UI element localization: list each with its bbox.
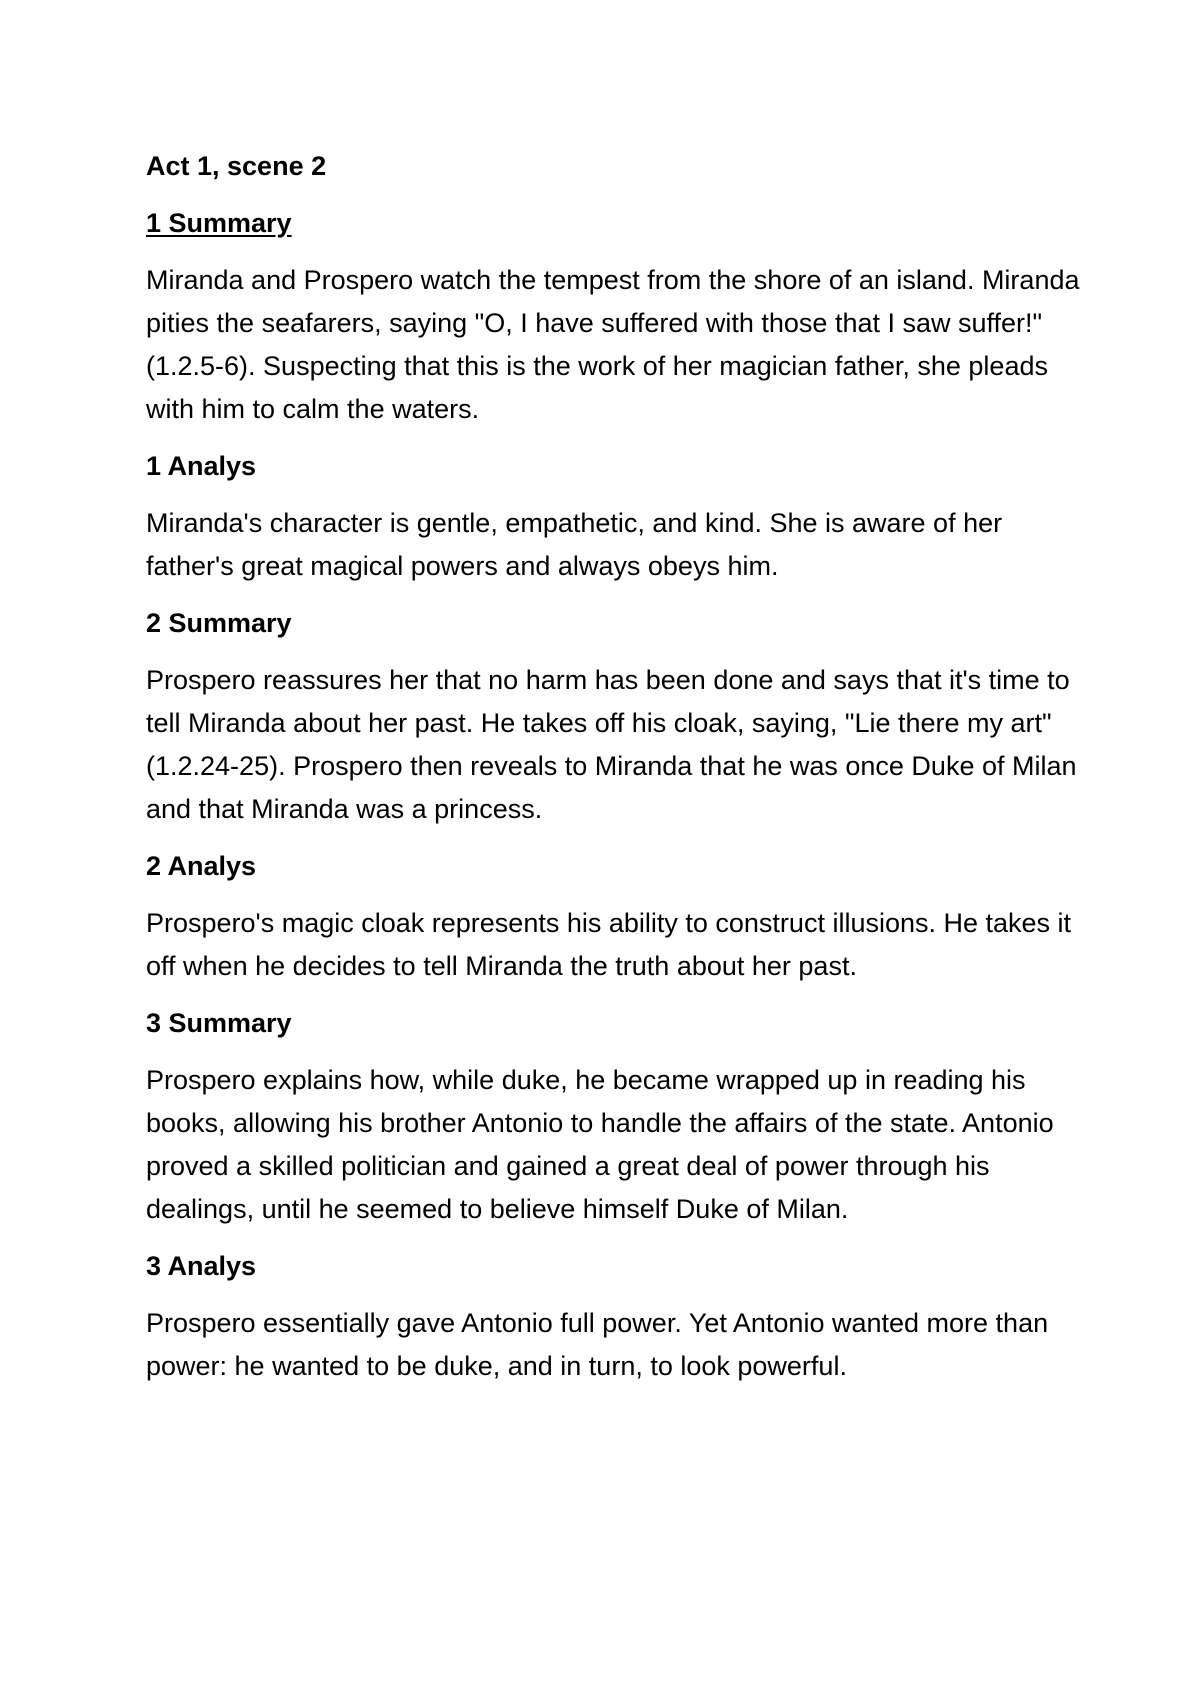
section-text-1-analys: Miranda's character is gentle, empathetic, and kind. She is aware of her father's great magical powers and always obeys him. xyxy=(146,508,1003,581)
section-text-1-summary: Miranda and Prospero watch the tempest from the shore of an island. Miranda pities the seafarers, saying "O, I have suffered with those that I saw suffer!" (1.2.5-6). Suspecting that this is the work of her magician father, she pleads with him to calm the waters. xyxy=(146,265,1080,424)
section-heading-2-summary: 2 Summary xyxy=(146,608,292,638)
section-heading-1-summary: 1 Summary xyxy=(146,208,292,238)
section-text-2-analys: Prospero's magic cloak represents his ability to construct illusions. He takes it off when he decides to tell Miranda the truth about her past. xyxy=(146,908,1072,981)
section-heading-1-analys: 1 Analys xyxy=(146,451,257,481)
section-heading-3-summary: 3 Summary xyxy=(146,1008,292,1038)
document-body xyxy=(146,145,1081,1402)
section-text-3-analys: Prospero essentially gave Antonio full power. Yet Antonio wanted more than power: he wanted to be duke, and in turn, to look powerful. xyxy=(146,1308,1049,1381)
section-text-2-summary: Prospero reassures her that no harm has been done and says that it's time to tell Miranda about her past. He takes off his cloak, saying, "Lie there my art" (1.2.24-25). Prospero then reveals to Miranda that he was once Duke of Milan and that Miranda was a princess. xyxy=(146,665,1077,824)
section-text-3-summary: Prospero explains how, while duke, he became wrapped up in reading his books, allowing his brother Antonio to handle the affairs of the state. Antonio proved a skilled politician and gained a great deal of power through his dealings, until he seemed to believe himself Duke of Milan. xyxy=(146,1065,1054,1224)
section-heading-2-analys: 2 Analys xyxy=(146,851,257,881)
section-heading-3-analys: 3 Analys xyxy=(146,1251,257,1281)
document-title: Act 1, scene 2 xyxy=(146,151,327,181)
